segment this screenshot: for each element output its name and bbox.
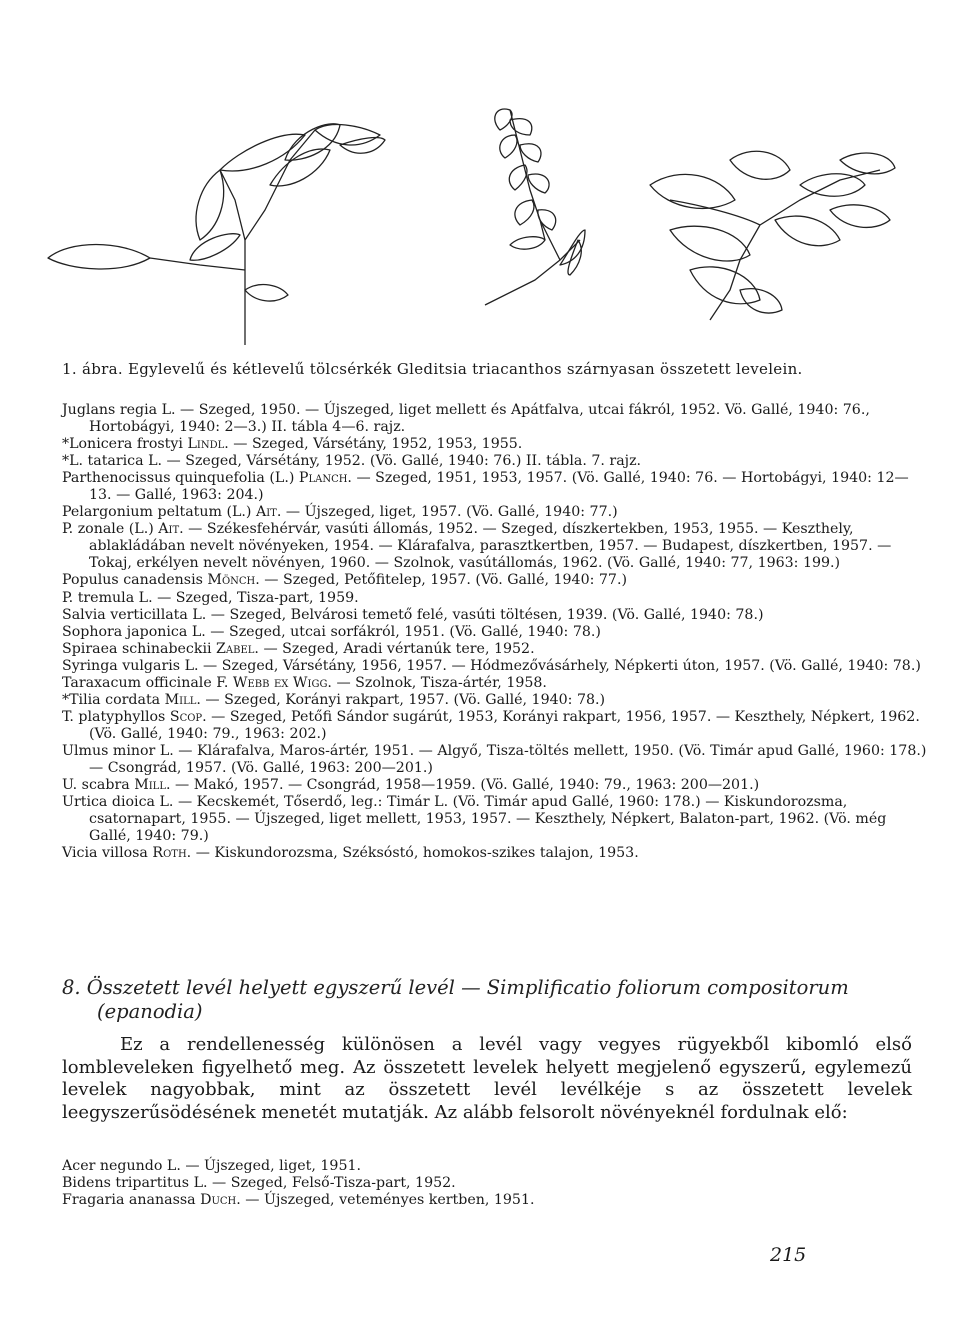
author-name: Webb ex Wigg. <box>232 674 332 691</box>
list-item: Parthenocissus quinquefolia (L.) Planch. — Szeged, 1951, 1953, 1957. (Vö. Gallé, 1940: 76. — Hortobágyi, 1940: 12—13. — Gallé, 1963: 204.) <box>62 470 909 504</box>
list-item: Spiraea schinabeckii Zabel. — Szeged, Aradi vértanúk tere, 1952. <box>62 640 535 657</box>
list-item: Juglans regia L. — Szeged, 1950. — Újszeged, liget mellett és Apátfalva, utcai fákról, 1952. Vö. Gallé, 1940: 76., Hortobágyi, 1940: 2—3.) II. tábla 4—6. rajz. <box>62 402 870 436</box>
species-list <box>62 402 928 862</box>
page-number: 215 <box>770 1244 807 1266</box>
list-item: Vicia villosa Roth. — Kiskundorozsma, Széksóstó, homokos-szikes talajon, 1953. <box>62 845 639 862</box>
author-name: Mill. <box>164 691 201 708</box>
gleditsia-sprig-right <box>650 151 895 320</box>
author-name: Planch. <box>298 470 352 487</box>
list-item: Fragaria ananassa Duch. — Újszeged, veteményes kertben, 1951. <box>62 1192 535 1209</box>
list-item: Syringa vulgaris L. — Szeged, Vársétány, 1956, 1957. — Hódmezővásárhely, Népkerti úton, 1957. (Vö. Gallé, 1940: 78.) <box>62 657 921 674</box>
author-name: Zabel. <box>216 640 259 657</box>
author-name: Mönch. <box>207 572 260 589</box>
list-item: Acer negundo L. — Újszeged, liget, 1951. <box>62 1158 362 1174</box>
list-item: Sophora japonica L. — Szeged, utcai sorfákról, 1951. (Vö. Gallé, 1940: 78.) <box>62 623 601 640</box>
body-paragraph: Ez a rendellenesség különösen a levél vagy vegyes rügyekből kibomló első lombleveleken figyelhető meg. Az összetett levelek helyett megjelenő egyszerű, egylemezű levelek nagyobbak, mint az összetett levél levélkéje s az összetett levelek leegyszerűsödésének menetét mutatják. Az alább felsorolt növényeknél fordulnak elő: <box>62 1034 912 1123</box>
author-name: Mill. <box>134 777 171 794</box>
list-item: T. platyphyllos Scop. — Szeged, Petőfi Sándor sugárút, 1953, Korányi rakpart, 1956, 1957. — Keszthely, Népkert, 1962. (Vö. Gallé, 1940: 79., 1963: 202.) <box>62 708 920 742</box>
list-item: Salvia verticillata L. — Szeged, Belvárosi temető felé, vasúti töltésen, 1939. (Vö. Gallé, 1940: 78.) <box>62 606 764 623</box>
author-name: Ait. <box>158 521 184 538</box>
author-name: Roth. <box>152 845 192 862</box>
list-item: Urtica dioica L. — Kecskemét, Tőserdő, leg.: Timár L. (Vö. Timár apud Gallé, 1960: 178.) — Kiskundorozsma, csatornapart, 1955. — Újszeged, liget mellett, 1953, 1957. — Keszthely, Népkert, Balaton-part, 1962. (Vö. még Gallé, 1940: 79.) <box>62 794 887 845</box>
list-item: U. scabra Mill. — Makó, 1957. — Csongrád, 1958—1959. (Vö. Gallé, 1940: 79., 1963: 200—201.) <box>62 777 760 794</box>
gleditsia-sprig-middle <box>485 109 585 305</box>
list-item: P. tremula L. — Szeged, Tisza-part, 1959. <box>62 589 359 606</box>
figure-caption: 1. ábra. Egylevelű és kétlevelű tölcsérkék Gleditsia triacanthos szárnyasan összetett levelein. <box>62 360 803 378</box>
list-item: *Tilia cordata Mill. — Szeged, Korányi rakpart, 1957. (Vö. Gallé, 1940: 78.) <box>62 691 606 708</box>
list-item: Pelargonium peltatum (L.) Ait. — Újszeged, liget, 1957. (Vö. Gallé, 1940: 77.) <box>62 504 618 521</box>
gleditsia-sprig-left <box>48 124 385 345</box>
list-item: Ulmus minor L. — Klárafalva, Maros-ártér, 1951. — Algyő, Tisza-töltés mellett, 1950. (Vö. Timár apud Gallé, 1960: 178.) — Csongrád, 1957. (Vö. Gallé, 1963: 200—201.) <box>62 742 927 776</box>
list-item: Bidens tripartitus L. — Szeged, Felső-Tisza-part, 1952. <box>62 1175 456 1192</box>
author-name: Ait. <box>255 504 282 521</box>
list-item: Taraxacum officinale F. Webb ex Wigg. — Szolnok, Tisza-ártér, 1958. <box>62 674 547 691</box>
leaf-illustrations <box>40 90 920 360</box>
list-item: P. zonale (L.) Ait. — Székesfehérvár, vasúti állomás, 1952. — Szeged, díszkertekben, 1953, 1955. — Keszthely, ablakládában nevelt növényeken, 1954. — Klárafalva, parasztkertben, 1957. — Budapest, díszkertben, 1957. — Tokaj, erkélyen nevelt növényen, 1960. — Szolnok, vasútállomás, 1962. (Vö. Gallé, 1940: 77, 1963: 199.) <box>62 521 892 572</box>
list-item: *Lonicera frostyi Lindl. — Szeged, Vársétány, 1952, 1953, 1955. <box>62 436 523 453</box>
author-name: Duch. <box>200 1192 241 1209</box>
author-name: Lindl. <box>187 436 229 453</box>
author-name: Scop. <box>169 708 207 725</box>
list-item: Populus canadensis Mönch. — Szeged, Petőfitelep, 1957. (Vö. Gallé, 1940: 77.) <box>62 572 627 589</box>
list-item: *L. tatarica L. — Szeged, Vársétány, 1952. (Vö. Gallé, 1940: 76.) II. tábla. 7. rajz. <box>62 453 642 470</box>
species-list-2 <box>62 1158 922 1209</box>
section-heading: 8. Összetett levél helyett egyszerű levél — Simplificatio foliorum compositorum (epanodia) <box>62 976 849 1023</box>
